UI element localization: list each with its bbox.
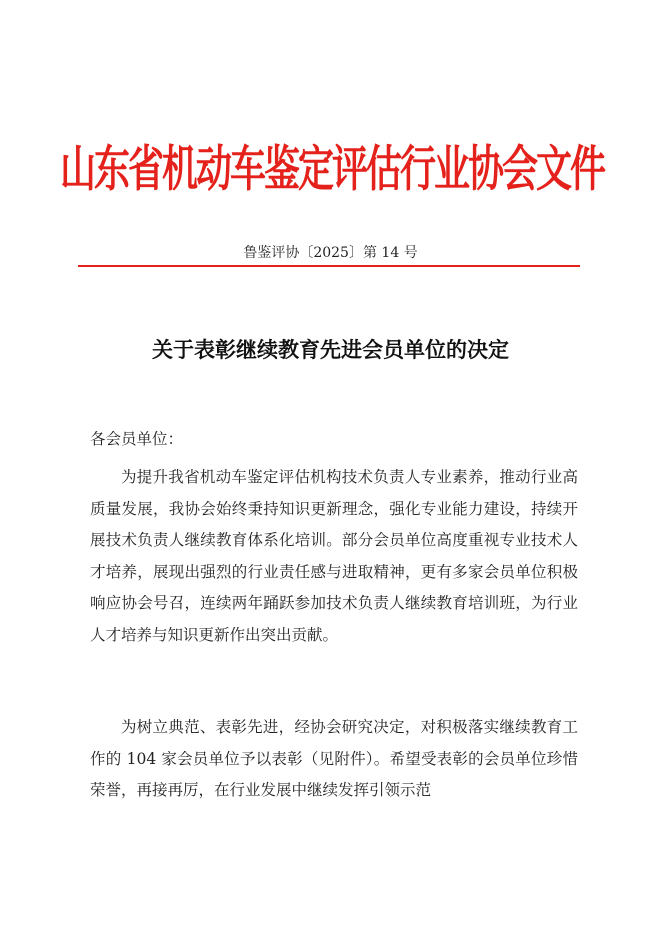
body-paragraph-2: 为树立典范、表彰先进，经协会研究决定，对积极落实继续教育工作的 104 家会员单位予以表彰（见附件）。希望受表彰的会员单位珍惜荣誉，再接再厉，在行业发展中继续发挥引领示范 — [90, 718, 578, 799]
document-title: 关于表彰继续教育先进会员单位的决定 — [152, 338, 509, 362]
body-paragraph-1: 为提升我省机动车鉴定评估机构技术负责人专业素养，推动行业高质量发展，我协会始终秉持知识更新理念，强化专业能力建设，持续开展技术负责人继续教育体系化培训。部分会员单位高度重视专业技术人才培养，展现出强烈的行业责任感与进取精神，更有多家会员单位积极响应协会号召，连续两年踊跃参加技术负责人继续教育培训班，为行业人才培养与知识更新作出突出贡献。 — [90, 468, 578, 644]
salutation: 各会员单位： — [90, 430, 184, 448]
organization-header: 山东省机动车鉴定评估行业协会文件 — [60, 140, 605, 198]
red-divider-line — [78, 265, 580, 267]
document-number: 鲁鉴评协〔2025〕第 14 号 — [243, 245, 418, 261]
